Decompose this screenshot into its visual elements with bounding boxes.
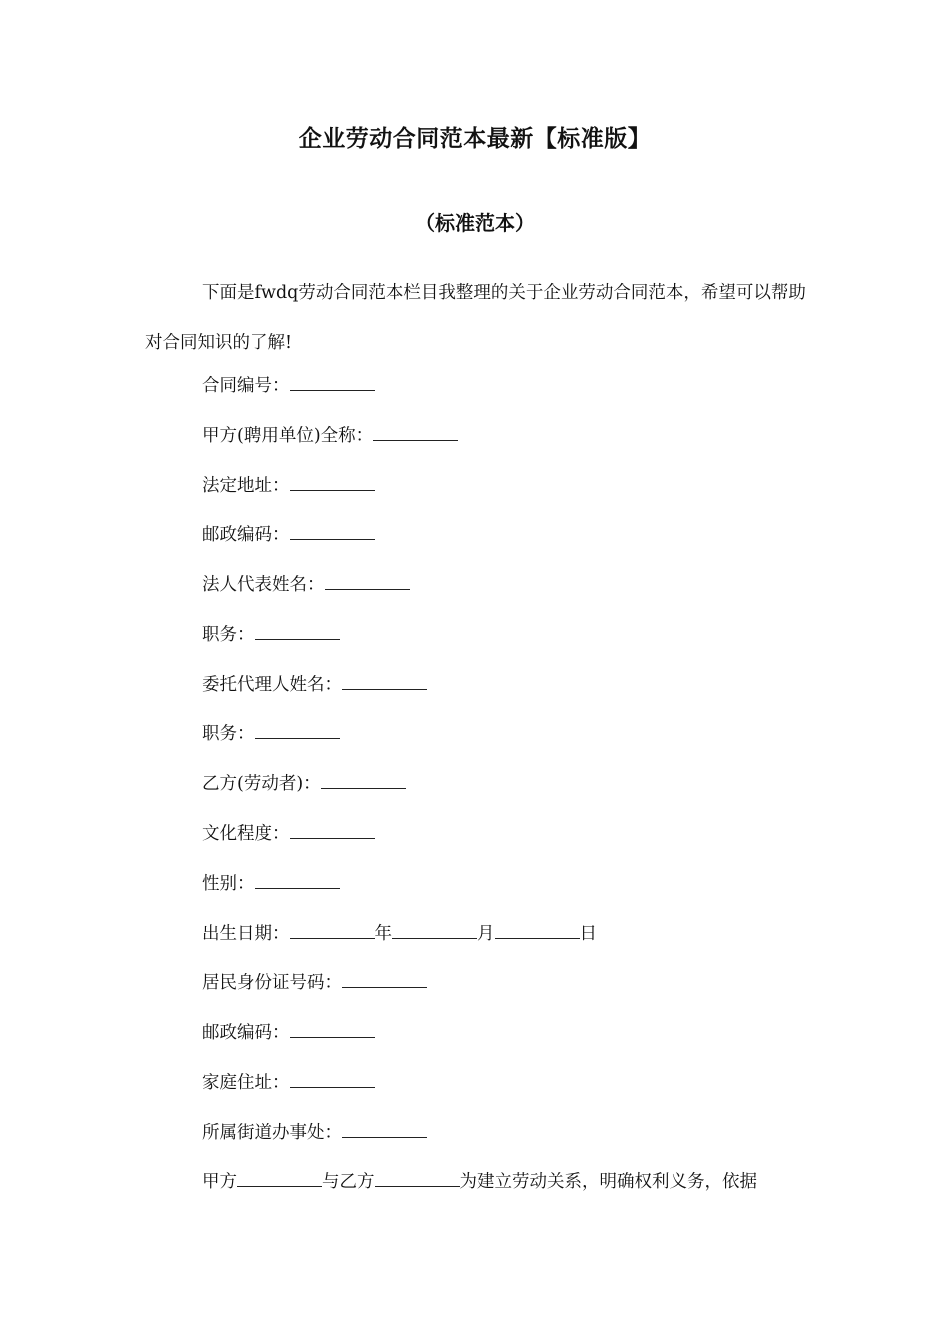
blank-line [321, 774, 406, 789]
field-label: 法定地址： [202, 476, 290, 496]
day-label: 日 [579, 924, 597, 944]
blank-line [290, 476, 375, 491]
blank-line-day [495, 924, 580, 939]
blank-line-month [392, 924, 477, 939]
blank-line [290, 1023, 375, 1038]
field-gender [202, 872, 340, 896]
party-a-label: 甲方 [202, 1172, 237, 1192]
blank-line [342, 675, 427, 690]
field-label: 乙方(劳动者)： [202, 774, 321, 794]
blank-line [342, 973, 427, 988]
closing-text: 为建立劳动关系，明确权利义务，依据 [459, 1172, 757, 1192]
field-home-address [202, 1071, 375, 1095]
blank-line [255, 724, 340, 739]
year-label: 年 [374, 924, 392, 944]
field-label: 邮政编码： [202, 525, 290, 545]
field-label: 甲方(聘用单位)全称： [202, 426, 374, 446]
blank-line [373, 426, 458, 441]
blank-line [290, 824, 375, 839]
field-agent-name [202, 673, 427, 697]
field-party-b [202, 772, 406, 796]
field-label: 性别： [202, 874, 255, 894]
document-title: 企业劳动合同范本最新【标准版】 [298, 126, 652, 152]
field-legal-rep-name [202, 573, 410, 597]
field-street-office [202, 1121, 427, 1145]
field-label: 委托代理人姓名： [202, 675, 342, 695]
party-b-label: 与乙方 [322, 1172, 375, 1192]
field-label: 所属街道办事处： [202, 1123, 342, 1143]
blank-line [255, 625, 340, 640]
document-subtitle: （标准范本） [415, 211, 535, 235]
field-label: 法人代表姓名： [202, 575, 325, 595]
field-label: 合同编号： [202, 376, 290, 396]
field-label: 出生日期： [202, 924, 290, 944]
blank-line [290, 1073, 375, 1088]
field-position-1 [202, 623, 340, 647]
field-postal-code-a [202, 523, 375, 547]
blank-line-year [290, 924, 375, 939]
field-label: 家庭住址： [202, 1073, 290, 1093]
blank-line [325, 575, 410, 590]
blank-line-party-a [237, 1172, 322, 1187]
closing-paragraph [202, 1170, 812, 1194]
field-position-2 [202, 722, 340, 746]
field-label: 文化程度： [202, 824, 290, 844]
field-legal-address [202, 474, 375, 498]
field-postal-code-b [202, 1021, 375, 1045]
field-birth-date [202, 922, 597, 946]
field-party-a-name [202, 424, 458, 448]
field-id-number [202, 971, 427, 995]
intro-paragraph: 下面是fwdq劳动合同范本栏目我整理的关于企业劳动合同范本，希望可以帮助对合同知识的了解! [145, 283, 806, 353]
blank-line [342, 1123, 427, 1138]
blank-line [290, 525, 375, 540]
field-label: 邮政编码： [202, 1023, 290, 1043]
field-label: 居民身份证号码： [202, 973, 342, 993]
blank-line [290, 376, 375, 391]
blank-line-party-b [375, 1172, 460, 1187]
field-label: 职务： [202, 625, 255, 645]
field-label: 职务： [202, 724, 255, 744]
blank-line [255, 874, 340, 889]
field-contract-number [202, 374, 375, 398]
field-education [202, 822, 375, 846]
month-label: 月 [477, 924, 495, 944]
